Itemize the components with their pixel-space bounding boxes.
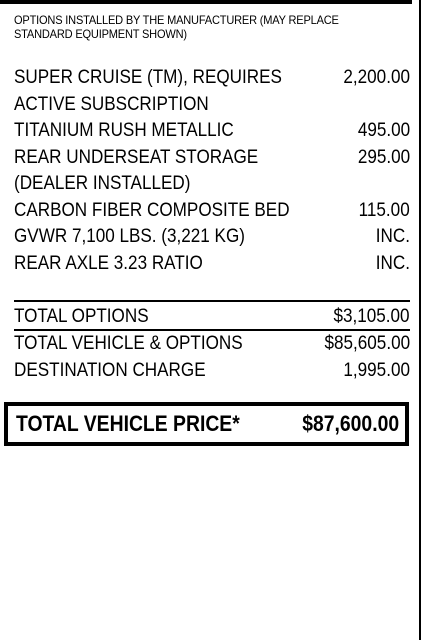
option-price: INC. — [375, 252, 410, 274]
option-description: REAR AXLE 3.23 RATIO — [14, 252, 203, 274]
option-row — [14, 118, 410, 145]
option-row — [14, 145, 410, 198]
total-vehicle-price-box — [4, 402, 409, 446]
option-row — [14, 65, 410, 118]
option-price: 295.00 — [357, 146, 410, 168]
destination-charge-row — [14, 358, 410, 385]
totals-divider — [14, 300, 410, 302]
total-vehicle-options-label: TOTAL VEHICLE & OPTIONS — [14, 333, 243, 354]
top-rule — [0, 0, 412, 4]
option-description: GVWR 7,100 LBS. (3,221 KG) — [14, 226, 245, 247]
option-price: INC. — [375, 226, 410, 247]
total-vehicle-price-label: TOTAL VEHICLE PRICE* — [16, 411, 240, 436]
option-row — [14, 251, 410, 278]
option-description: CARBON FIBER COMPOSITE BED — [14, 199, 290, 221]
total-vehicle-options-value: $85,605.00 — [324, 333, 410, 354]
totals-section — [14, 304, 410, 384]
options-list — [14, 65, 410, 277]
total-options-value: $3,105.00 — [333, 306, 410, 327]
option-row — [14, 198, 410, 225]
option-row — [14, 224, 410, 251]
option-description: TITANIUM RUSH METALLIC — [14, 120, 234, 141]
options-header: OPTIONS INSTALLED BY THE MANUFACTURER (MAY REPLACE STANDARD EQUIPMENT SHOWN) — [14, 13, 339, 41]
option-description: SUPER CRUISE (TM), REQUIRES ACTIVE SUBSCRIPTION — [14, 67, 282, 115]
total-options-row — [14, 304, 410, 331]
total-vehicle-options-row — [14, 331, 410, 358]
option-description: REAR UNDERSEAT STORAGE (DEALER INSTALLED) — [14, 146, 259, 194]
option-price: 115.00 — [358, 199, 410, 221]
option-price: 2,200.00 — [343, 67, 410, 88]
destination-charge-label: DESTINATION CHARGE — [14, 359, 206, 381]
destination-charge-value: 1,995.00 — [343, 359, 410, 381]
option-price: 495.00 — [357, 120, 410, 141]
total-options-label: TOTAL OPTIONS — [14, 306, 149, 327]
total-vehicle-price-value: $87,600.00 — [302, 411, 399, 436]
